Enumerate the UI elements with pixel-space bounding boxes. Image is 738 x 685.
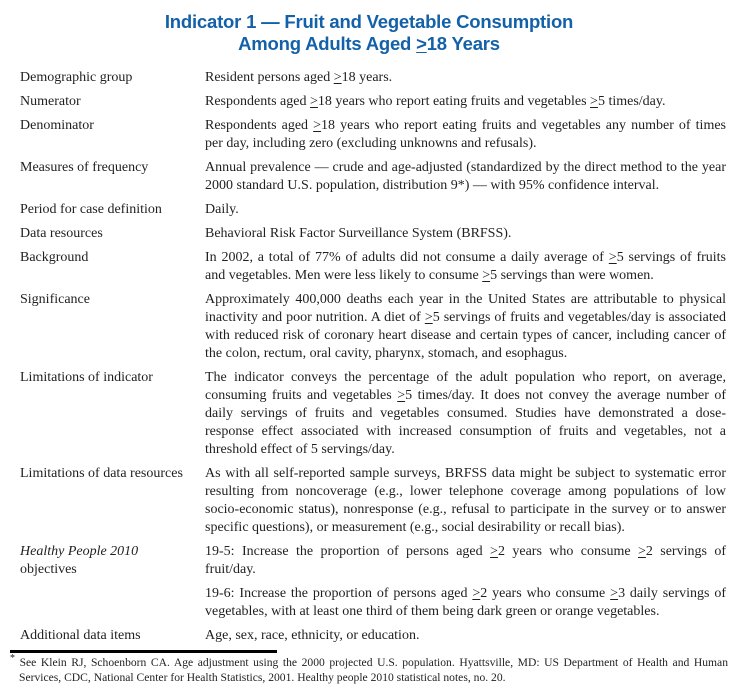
- row-label: Data resources: [20, 226, 103, 241]
- row-value: [205, 291, 726, 363]
- footnote-body: See Klein RJ, Schoenborn CA. Age adjustment using the 2000 projected U.S. population. Hyattsville, MD: US Department of Health and Human Services, CDC, National Center for Health Statistics, 2001. Healthy people 2010 statistical notes, no. 20.: [19, 656, 728, 684]
- footnote: [10, 653, 728, 685]
- row-value: [205, 225, 726, 243]
- row-value: [205, 249, 726, 285]
- row-paragraph: Annual prevalence — crude and age-adjusted (standardized by the direct method to the year 2000 standard U.S. population, distribution 9*) — with 95% confidence interval.: [205, 160, 726, 193]
- row-value: [205, 627, 726, 645]
- row-paragraph: Resident persons aged >18 years.: [205, 70, 393, 85]
- row-label: Limitations of data resources: [20, 466, 183, 481]
- footnote-rule: [10, 650, 277, 653]
- row-label: Significance: [20, 292, 90, 307]
- row-value: [205, 201, 726, 219]
- row-paragraph: 19-6: Increase the proportion of persons aged >2 years who consume >3 daily servings of vegetables, with at least one third of them being dark green or orange vegetables.: [205, 586, 726, 619]
- row-paragraph: Behavioral Risk Factor Surveillance System (BRFSS).: [205, 226, 512, 241]
- row-paragraph: In 2002, a total of 77% of adults did not consume a daily average of >5 servings of fruits and vegetables. Men were less likely to consume >5 servings than were women.: [205, 250, 726, 283]
- footnote-marker: *: [10, 653, 15, 665]
- row-label: Numerator: [20, 94, 81, 109]
- page-title-line-2: Among Adults Aged >18 Years: [238, 33, 500, 54]
- row-paragraph: 19-5: Increase the proportion of persons aged >2 years who consume >2 servings of fruit/day.: [205, 544, 726, 577]
- row-label-italic: Healthy People 2010: [20, 544, 139, 559]
- row-label: Demographic group: [20, 70, 133, 85]
- row-value: [205, 465, 726, 537]
- row-label: Limitations of indicator: [20, 370, 153, 385]
- row-paragraph: Daily.: [205, 202, 239, 217]
- row-paragraph: Age, sex, race, ethnicity, or education.: [205, 628, 420, 643]
- row-label: Additional data items: [20, 628, 141, 643]
- page-title-line-1: Indicator 1 — Fruit and Vegetable Consumption: [164, 11, 574, 32]
- page-title: [0, 0, 738, 55]
- row-paragraph: Respondents aged >18 years who report eating fruits and vegetables any number of times per day, including zero (excluding unknowns and refusals).: [205, 118, 726, 151]
- definition-table: [20, 69, 726, 645]
- row-value: [205, 93, 726, 111]
- row-label: Healthy People 2010 objectives: [20, 544, 139, 577]
- row-value: [205, 543, 726, 621]
- row-paragraph: The indicator conveys the percentage of the adult population who report, on average, consuming fruits and vegetables >5 times/day. It does not convey the average number of daily servings of fruits and vegetables consumed. Studies have demonstrated a dose-response effect associated with increased consumption of fruits and vegetables, not a threshold effect of 5 servings/day.: [205, 370, 726, 457]
- row-paragraph: As with all self-reported sample surveys, BRFSS data might be subject to systematic error resulting from noncoverage (e.g., lower telephone coverage among populations of low socio-economic status), nonresponse (e.g., refusal to participate in the survey or to answer specific questions), or measurement (e.g., social desirability or recall bias).: [205, 466, 726, 535]
- row-label: Period for case definition: [20, 202, 162, 217]
- footnote-text: [10, 653, 728, 685]
- row-label: Denominator: [20, 118, 94, 133]
- row-value: [205, 117, 726, 153]
- row-paragraph: Approximately 400,000 deaths each year in the United States are attributable to physical inactivity and poor nutrition. A diet of >5 servings of fruits and vegetables/day is associated with reduced risk of coronary heart disease and certain types of cancer, including cancer of the colon, rectum, oral cavity, pharynx, stomach, and esophagus.: [205, 292, 726, 361]
- row-value: [205, 369, 726, 459]
- row-value: [205, 159, 726, 195]
- row-label: Measures of frequency: [20, 160, 149, 175]
- row-paragraph: Respondents aged >18 years who report eating fruits and vegetables >5 times/day.: [205, 94, 666, 109]
- row-value: [205, 69, 726, 87]
- row-label: Background: [20, 250, 89, 265]
